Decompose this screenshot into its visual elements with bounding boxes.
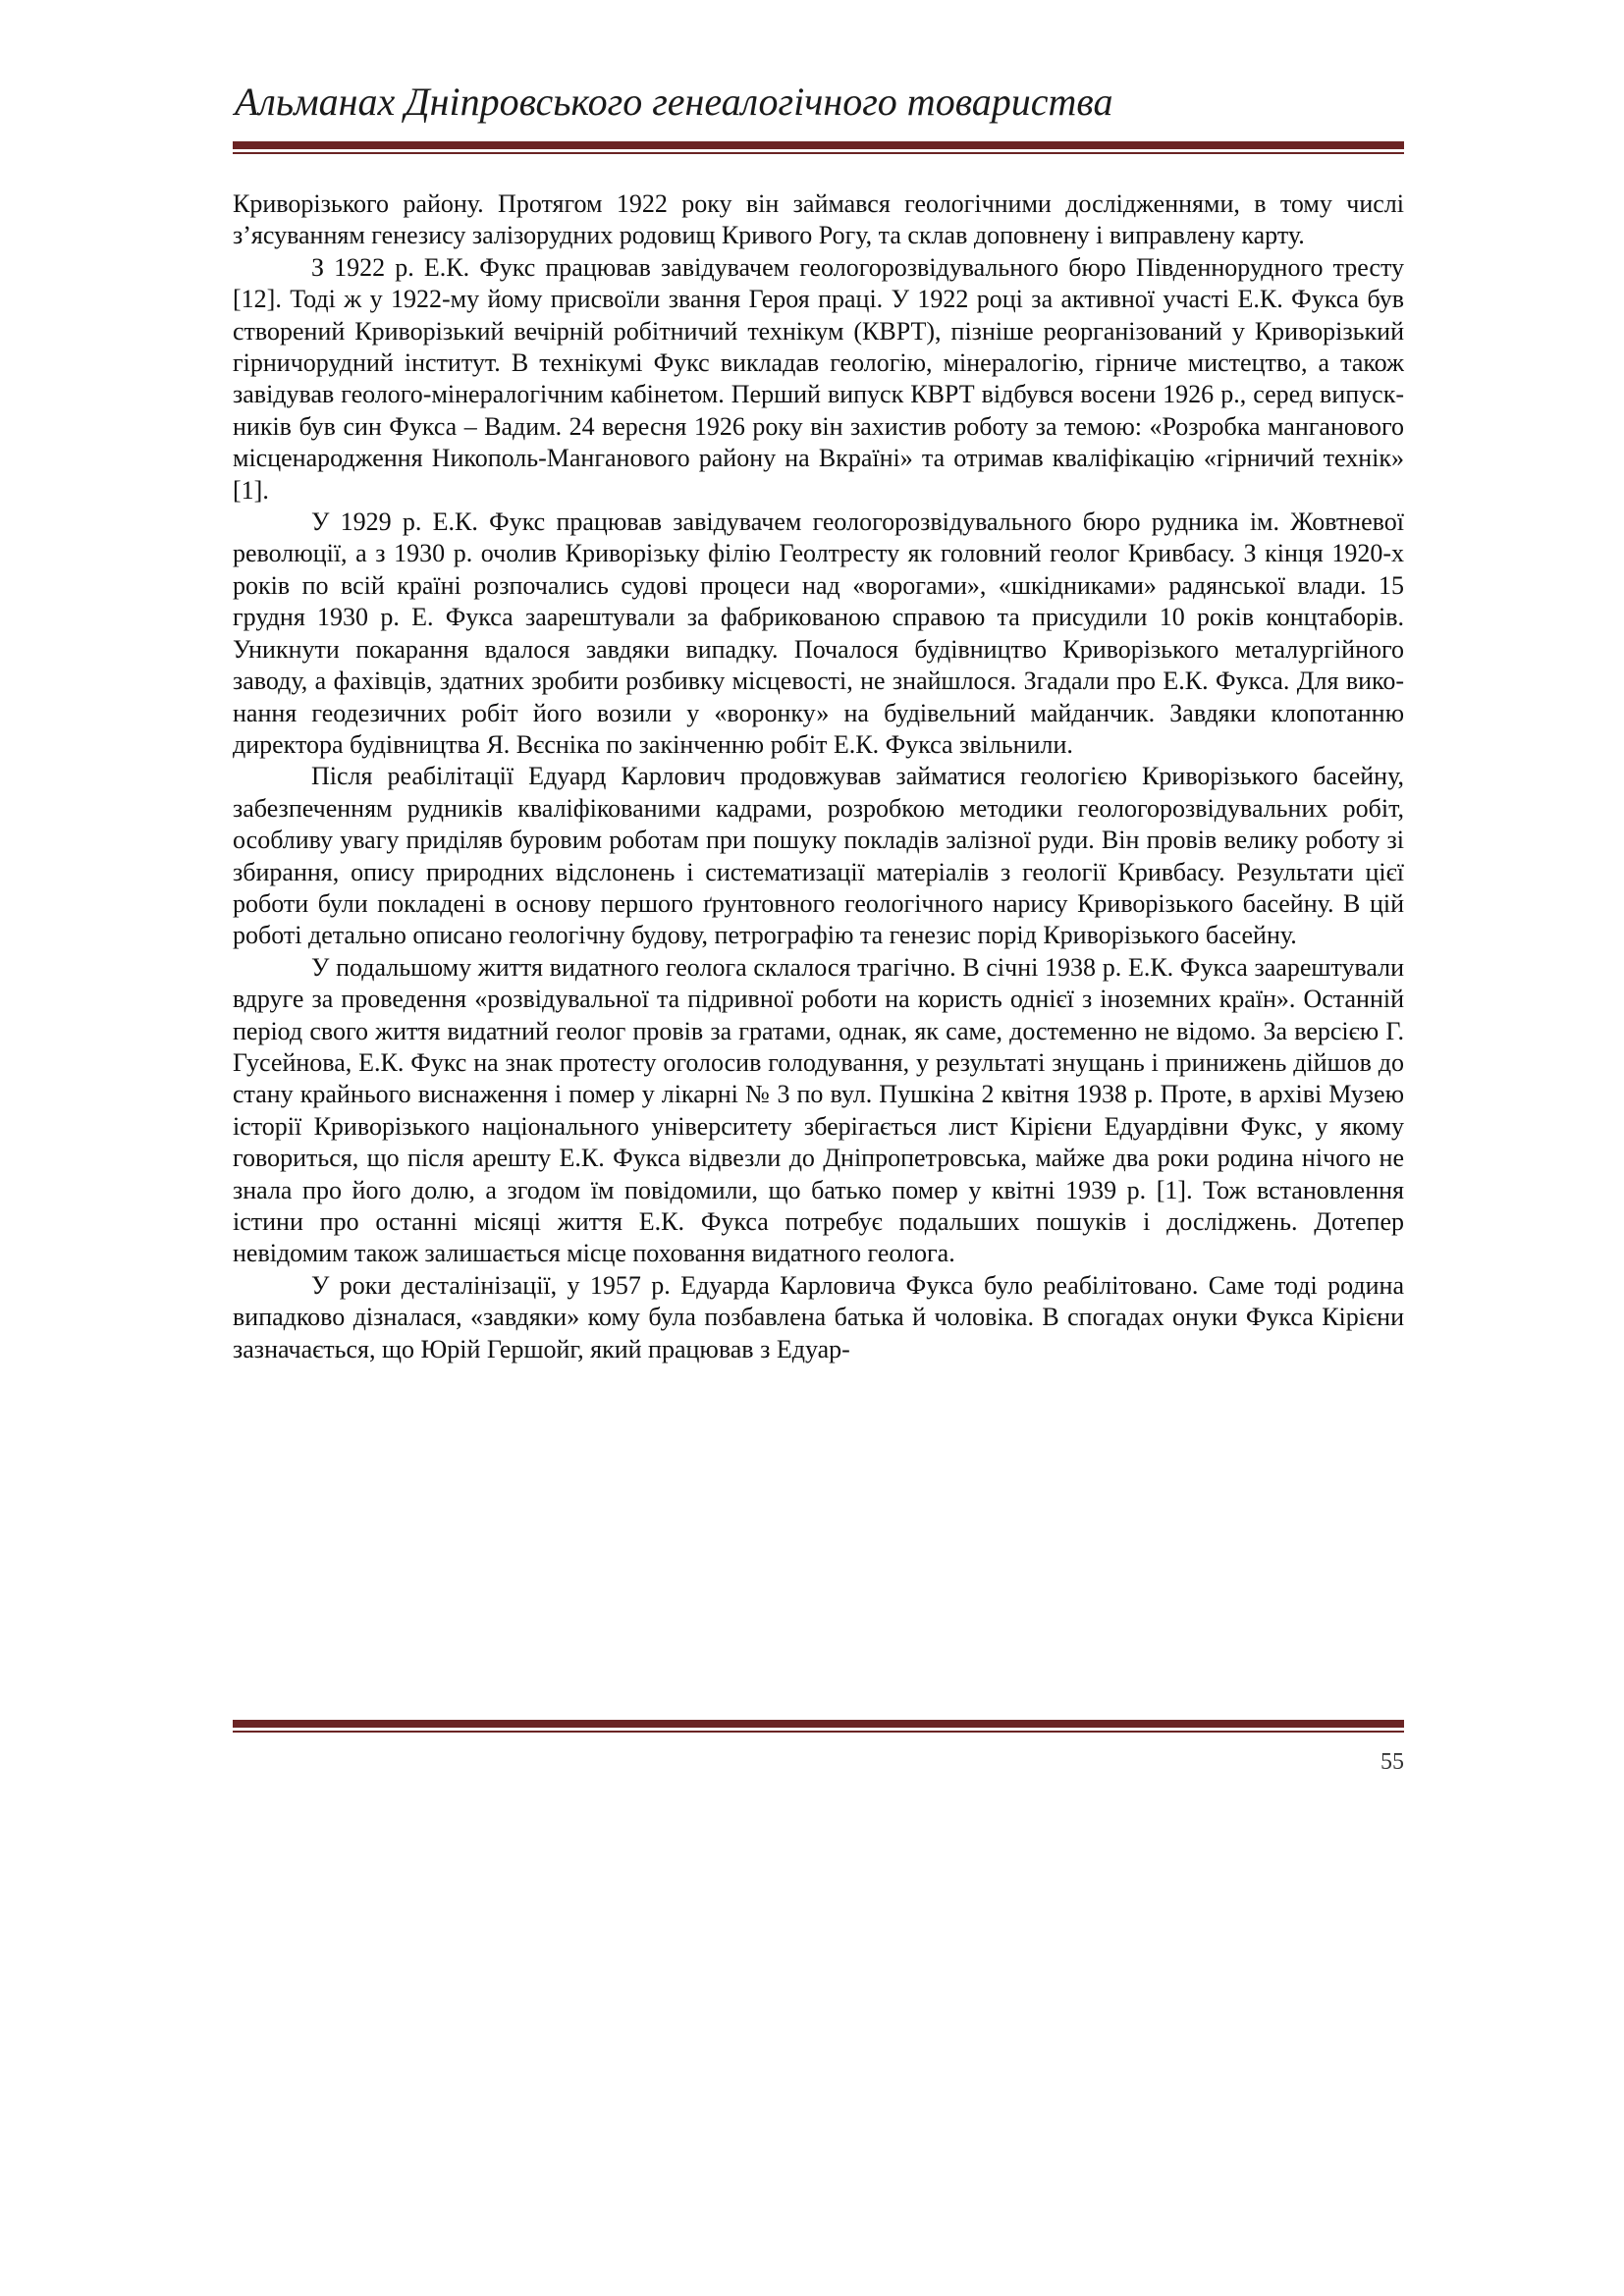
paragraph: З 1922 р. Е.К. Фукс працював завідувачем геологорозвідувального бюро Південнорудного тресту [12]. Тоді ж у 1922-му йому присвоїли звання Героя праці. У 1922 році за активної участі Е.К. Фукса був створений Криворізький вечірній робітничий технікум (КВРТ), пізніше реорганізований у Криворізький гірничорудний інститут. В технікумі Фукс викладав геологію, мінералогію, гірниче мистецтво, а також завідував геолого-мінералогічним кабінетом. Перший випуск КВРТ відбувся восени 1926 р., серед випускників був син Фукса – Вадим. 24 вересня 1926 року він захистив роботу за темою: «Розробка манганового місценародження Никополь-Манганового району на Вкраїні» та отримав кваліфікацію «гірничий технік» [1]. [233, 252, 1404, 505]
paragraph: У роки десталінізації, у 1957 р. Едуарда Карловича Фукса було реабілітовано. Саме тоді родина випадково дізналася, «завдяки» кому була позбавлена батька й чоловіка. В спогадах онуки Фукса Кірієни зазначається, що Юрій Гершойг, який працював з Едуар- [233, 1270, 1404, 1363]
running-header [233, 77, 1404, 128]
paragraph: Після реабілітації Едуард Карлович продовжував займатися геологією Криворізького басейну, забезпеченням рудників кваліфікованими кадрами, розробкою методики геологорозвідувальних робіт, особливу увагу приділяв буровим роботам при пошуку покладів залізної руди. Він провів велику роботу зі збирання, опису природних відслонень і систематизації матеріалів з геології Кривбасу. Результати цієї роботи були покладені в основу першого ґрунтовного геологічного нарису Криворізького басейну. В цій роботі детально описано геологічну будову, петрографію та генезис порід Криворізького басейну. [233, 762, 1404, 950]
footer-divider [233, 1720, 1404, 1733]
page-number: 55 [1380, 1749, 1404, 1775]
paragraph: У 1929 р. Е.К. Фукс працював завідувачем геологорозвідувального бюро рудника ім. Жовтневої революції, а з 1930 р. очолив Криворізьку філію Геолтресту як головний геолог Кривбасу. З кінця 1920-х років по всій країні розпочались судові процеси над «ворогами», «шкідниками» радянської влади. 15 грудня 1930 р. Е. Фукса заарештували за фабрикованою справою та присудили 10 років концтаборів. Уникнути покарання вдалося завдяки випадку. Почалося будівництво Криворізького металургійного заводу, а фахівців, здатних зробити розбивку місцевості, не знайшлося. Згадали про Е.К. Фукса. Для виконання геодезичних робіт його возили у «воронку» на будівельний майданчик. Завдяки клопотанню директора будівництва Я. Вєсніка по закінченню робіт Е.К. Фукса звільнили. [233, 507, 1404, 759]
paragraph: У подальшому життя видатного геолога склалося трагічно. В січні 1938 р. Е.К. Фукса заарештували вдруге за проведення «розвідувальної та підривної роботи на користь однієї з іноземних країн». Останній період свого життя видатний геолог провів за гратами, однак, як саме, достеменно не відомо. За версією Г. Гусейнова, Е.К. Фукс на знак протесту оголосив голодування, у результаті знущань і принижень дійшов до стану крайнього виснаження і помер у лікарні № 3 по вул. Пушкіна 2 квітня 1938 р. Проте, в архіві Музею історії Криворізького національного університету зберігається лист Кірієни Едуардівни Фукс, у якому говориться, що після арешту Е.К. Фукса відвезли до Дніпропетровська, майже два роки родина нічого не знала про його долю, а згодом їм повідомили, що батько помер у квітні 1939 р. [1]. Тож встановлення істини про останні місяці життя Е.К. Фукса потребує подальших пошуків і досліджень. Дотепер невідомим також залишається місце поховання видатного геолога. [233, 952, 1404, 1268]
paragraph: Криворізького району. Протягом 1922 року він займався геологічними дослідженнями, в тому числі з’ясуванням генезису залізорудних родовищ Кривого Рогу, та склав доповнену і виправлену карту. [233, 189, 1404, 250]
journal-title: Альманах Дніпровського генеалогічного товариства [235, 80, 1113, 124]
header-divider [233, 141, 1404, 154]
article-body [233, 188, 1404, 1365]
